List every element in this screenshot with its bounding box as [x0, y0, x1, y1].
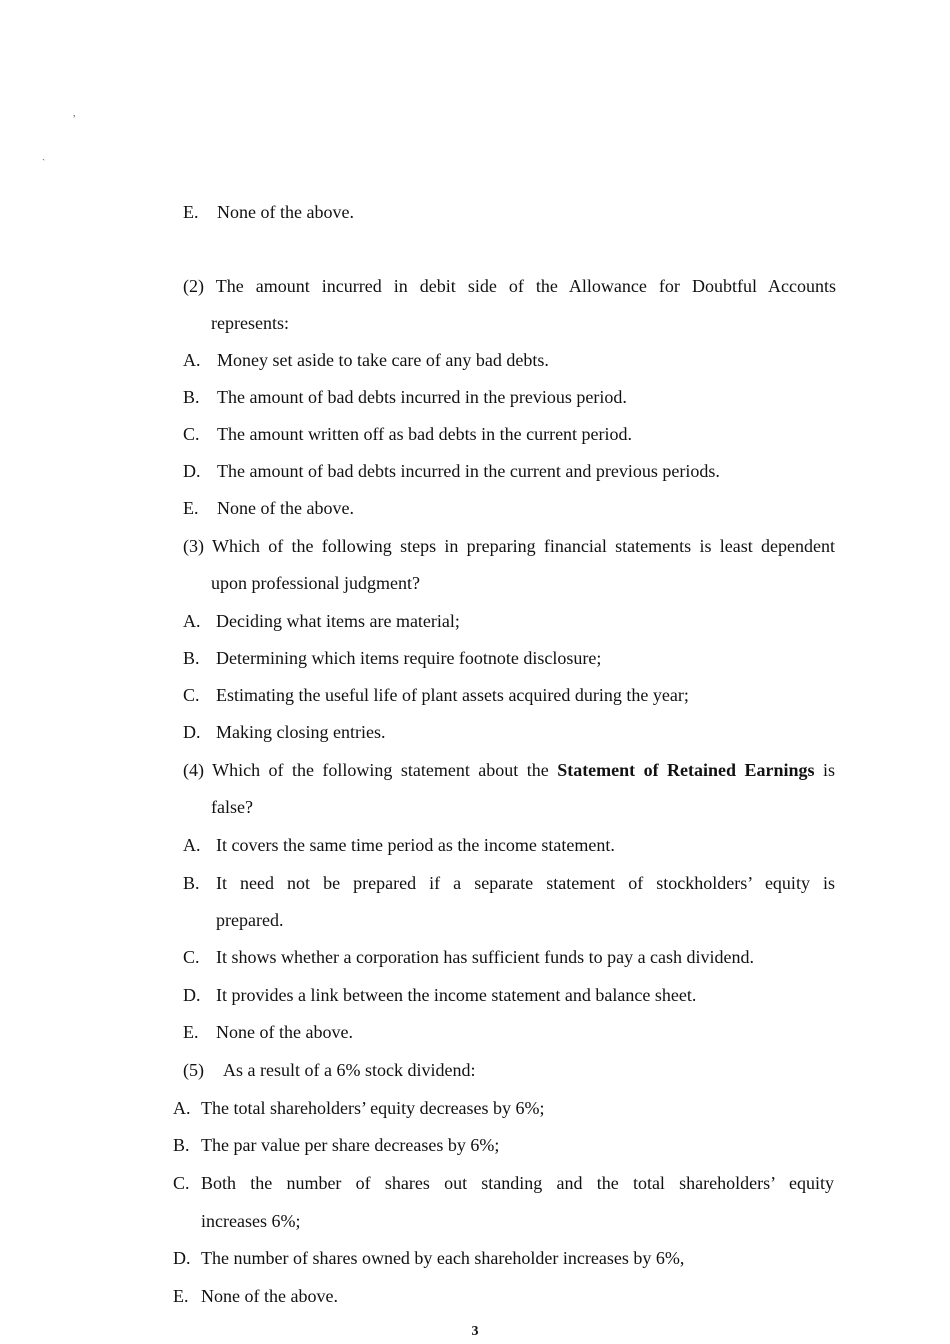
option-text: None of the above. — [216, 1022, 353, 1042]
option-text: It need not be prepared if a separate statement of stockholders’ equity is — [216, 873, 835, 893]
question-2-stem — [183, 275, 836, 297]
option-label: A. — [183, 350, 201, 370]
question-text-end: is — [822, 760, 835, 780]
q2-option-d — [183, 460, 720, 482]
option-label: C. — [183, 685, 200, 705]
option-text: Making closing entries. — [216, 722, 386, 742]
question-text: Which of the following steps in preparing financial statements is least dependent — [211, 536, 835, 556]
question-text: As a result of a 6% stock dividend: — [223, 1060, 476, 1080]
question-text-bold: Statement of Retained Earnings — [557, 760, 815, 780]
option-label: B. — [183, 873, 200, 893]
q5-option-c-cont: increases 6%; — [201, 1211, 301, 1231]
option-label: A. — [173, 1098, 191, 1118]
q3-option-a — [183, 610, 460, 632]
question-text: Which of the following statement about the — [212, 760, 549, 780]
q3-option-d — [183, 721, 385, 743]
question-2-stem-cont: represents: — [211, 313, 289, 333]
q4-option-a — [183, 834, 615, 856]
q3-option-b — [183, 647, 601, 669]
q2-option-a — [183, 349, 549, 371]
option-label: D. — [183, 461, 201, 481]
option-text: Deciding what items are material; — [216, 611, 460, 631]
option-text: The total shareholders’ equity decreases by 6%; — [201, 1098, 545, 1118]
option-text: It shows whether a corporation has sufficient funds to pay a cash dividend. — [216, 947, 755, 967]
option-text: The amount of bad debts incurred in the current and previous periods. — [217, 461, 720, 481]
q5-option-c — [173, 1172, 834, 1194]
option-label: B. — [183, 648, 200, 668]
page-number: 3 — [471, 1324, 479, 1339]
option-text: Estimating the useful life of plant assets acquired during the year; — [216, 685, 689, 705]
option-label: A. — [183, 835, 201, 855]
option-text: The par value per share decreases by 6%; — [201, 1135, 500, 1155]
q2-option-e — [183, 497, 354, 519]
q5-option-a — [173, 1097, 545, 1119]
option-label: C. — [183, 424, 200, 444]
option-label: D. — [183, 985, 201, 1005]
option-label: E. — [183, 1022, 199, 1042]
question-number: (3) — [183, 536, 204, 556]
option-text: The amount of bad debts incurred in the previous period. — [217, 387, 627, 407]
option-text: Determining which items require footnote disclosure; — [216, 648, 602, 668]
option-text: None of the above. — [217, 202, 354, 222]
question-4-stem-cont: false? — [211, 797, 253, 817]
question-3-stem-cont: upon professional judgment? — [211, 573, 420, 593]
option-label: D. — [183, 722, 201, 742]
option-text: None of the above. — [217, 498, 354, 518]
option-text: The amount written off as bad debts in the current period. — [217, 424, 633, 444]
q5-option-e — [173, 1285, 338, 1307]
option-label: C. — [173, 1173, 190, 1193]
option-label: E. — [173, 1286, 189, 1306]
scan-mark: ˎ — [42, 150, 46, 161]
option-text: Both the number of shares out standing and the total shareholders’ equity — [201, 1173, 834, 1193]
question-text: The amount incurred in debit side of the Allowance for Doubtful Accounts — [215, 276, 836, 296]
q4-option-b — [183, 872, 835, 894]
option-label: B. — [173, 1135, 190, 1155]
scan-mark: , — [73, 108, 76, 119]
option-label: D. — [173, 1248, 191, 1268]
option-text: The number of shares owned by each shareholder increases by 6%, — [201, 1248, 685, 1268]
option-label: B. — [183, 387, 200, 407]
q2-option-c — [183, 423, 632, 445]
option-text: Money set aside to take care of any bad debts. — [217, 350, 549, 370]
question-number: (4) — [183, 760, 204, 780]
question-number: (5) — [183, 1060, 204, 1080]
option-text: It provides a link between the income statement and balance sheet. — [216, 985, 697, 1005]
q5-option-d — [173, 1247, 684, 1269]
question-5-stem — [183, 1059, 475, 1081]
option-label: A. — [183, 611, 201, 631]
q5-option-b — [173, 1134, 499, 1156]
question-number: (2) — [183, 276, 204, 296]
q2-option-b — [183, 386, 627, 408]
question-4-stem — [183, 759, 835, 781]
q4-option-d — [183, 984, 696, 1006]
q4-option-c — [183, 946, 754, 968]
q3-option-c — [183, 684, 689, 706]
question-3-stem — [183, 535, 835, 557]
option-text: None of the above. — [201, 1286, 338, 1306]
option-label: E. — [183, 498, 199, 518]
q4-option-b-cont: prepared. — [216, 910, 284, 930]
option-e-prev — [183, 201, 354, 223]
option-text: It covers the same time period as the income statement. — [216, 835, 615, 855]
q4-option-e — [183, 1021, 353, 1043]
option-label: C. — [183, 947, 200, 967]
option-label: E. — [183, 202, 199, 222]
